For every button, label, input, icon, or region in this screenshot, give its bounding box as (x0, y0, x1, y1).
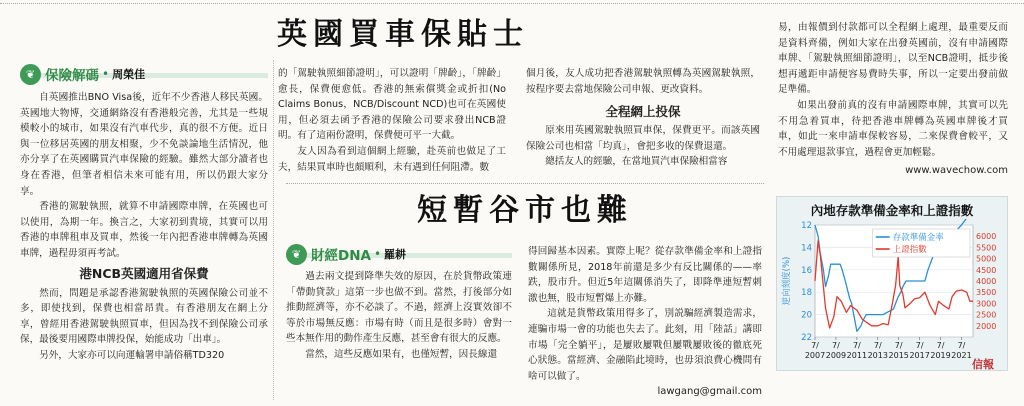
paragraph: 友人因為看到這個網上經驗，赴英前也做足了工夫，結果買車時也頗順利，未有遇到任何阻滯。數 (278, 145, 506, 173)
right-tick-label: 3000 (976, 299, 997, 309)
x-tick-month: 7/ (873, 341, 882, 350)
x-tick-month: 7/ (936, 341, 945, 350)
left-tick-label: 22 (801, 333, 812, 343)
insurance-col-3 (526, 66, 760, 170)
paragraph: 當然，這些反應如果有，也僅短暫，因長線還 (305, 348, 498, 360)
legend-label: 上證指數 (892, 245, 927, 255)
left-tick-label: 18 (801, 288, 812, 299)
chart-svg (777, 219, 1009, 369)
source-mark: 信報 (972, 358, 994, 371)
paragraph: 過去兩文提到降準失效的原因，在於貨幣政策連「帶動貸款」這第一步也做不到。當然，打後部分如推動經濟等，亦不必談了。不過，經濟上沒實效卻不等於市場無反應：市場有時（而且是很多時）會對一些本無作用的動作產生反應，甚至會有很大的反應。 (286, 271, 512, 345)
paragraph: 自英國推出BNO Visa後，近年不少香港人移民英國。英國地大物博，交通網絡沒有香港般完善，尤其是一些規模較小的城市，如果沒有汽車代步，真的很不方便。近日與一位移居英國的朋友相聚，少不免談論地生活情況，他亦分享了在英國購買汽車保險的經驗。雖然大部分讀者也身在香港，但筆者相信未來可能有用，所以仍跟大家分享。 (20, 92, 268, 197)
paragraph: 這就是貨幣政策用得多了，別説騙經濟製造需求，連騙市場一會的功能也失去了。此刻，用「陸話」講即市場「完全躺平」，是屢敗屢戰但屢戰屢敗後的徹底死心狀態。當經濟、金融陷此境時，也毋須浪費心機問有啥可以做了。 (528, 308, 762, 382)
right-tick-label: 2000 (976, 321, 997, 331)
x-tick-month: 7/ (832, 341, 840, 350)
x-tick-year: 2007 (804, 351, 826, 360)
right-tick-label: 4000 (976, 277, 997, 286)
x-tick-month: 7/ (811, 341, 819, 350)
x-tick-month: 7/ (957, 341, 966, 350)
headline-finance: 短暫谷市也難 (417, 193, 633, 228)
left-tick-label: 14 (801, 243, 812, 254)
website: www.wavechow.com (905, 165, 1008, 177)
paragraph: 如果出發前真的沒有申請國際車牌，其實可以先不用急着買車，待把香港車牌轉為英國車牌後才買車，如此一來申請車保較容易，二來保費會較平，又不用處理退款事宜，過程會更加輕鬆。 (778, 99, 1008, 158)
right-tick-label: 6000 (976, 232, 997, 242)
x-tick-month: 7/ (894, 341, 903, 350)
left-tick-label: 12 (801, 221, 812, 231)
column-name: 保險解碼 (45, 68, 99, 84)
left-tick-label: 16 (801, 265, 812, 276)
paragraph: 然而，問題是承認香港駕駛執照的英國保險公司並不多，即使找到，保費也相當昂貴。有香港朋友在網上分享，曾經用香港駕駛執照買車，但因為找不到保險公司承保，最後要用國際車牌投保，始能成功「出車」。 (20, 287, 268, 346)
finance-col-2 (528, 244, 762, 400)
right-tick-label: 3500 (976, 288, 997, 298)
x-tick-year: 2019 (930, 351, 951, 360)
legend-label: 存款準備金率 (892, 233, 944, 243)
subheading: 全程網上投保 (605, 104, 681, 120)
author-name: 周榮佳 (112, 68, 146, 81)
paragraph: 香港的駕駛執照，就算不申請國際車牌，在英國也可以使用，為期一年。換言之，大家初到貴境，其實可以用香港的車牌租車及買車，然後一年內把香港車牌轉為英國車牌，過程毋須再考試。 (20, 201, 268, 259)
column-name: 財經DNA (311, 248, 371, 264)
paragraph: 的「駕駛執照細節證明」，可以證明「牌齡」，「牌齡」愈長，保費便愈低。香港的無索償獎金或折扣(No Claims Bonus，NCB/Discount NCD)也可在英國使用，但必須去函予香港的保險公司要求發出NCB證明。有了這兩份證明，保費便可平一大截。 (278, 68, 506, 142)
column-tag (286, 244, 512, 264)
leaf-badge-icon: ❦ (20, 64, 41, 85)
paragraph: 得回歸基本因素。實際上呢？從存款準備金率和上證指數關係所見，2018年前還是多少有反比關係的——率跌，股市升。但近5年這關係消失了，即降準連短暫刺激也無，股市短暫爆上亦難。 (528, 246, 762, 304)
left-column (20, 64, 268, 364)
chart-title: 內地存款準備金率和上證指數 (810, 203, 974, 218)
author-name: 羅耕 (384, 248, 407, 261)
x-tick-year: 2021 (951, 351, 972, 360)
x-tick-year: 2013 (867, 351, 888, 360)
finance-col-1 (286, 244, 512, 363)
right-tick-label: 5500 (976, 243, 997, 253)
x-tick-year: 2011 (846, 351, 868, 360)
right-tick-label: 4500 (976, 265, 997, 275)
subheading: 港NCB英國適用省保費 (79, 265, 209, 281)
paragraph: 總括友人的經驗，在當地買汽車保險相當容 (545, 156, 728, 168)
headline-insurance: 英國買車保貼士 (277, 17, 529, 52)
left-axis-label: 逆向刻度(%) (782, 256, 792, 306)
paragraph: 原來用英國駕駛執照買車保，保費更平。而該英國保險公司也相當「均真」，會把多收的保費退還。 (526, 125, 760, 152)
left-tick-label: 20 (801, 310, 812, 321)
column-tag (20, 64, 268, 84)
x-tick-year: 2017 (909, 351, 930, 360)
leaf-badge-icon: ❦ (286, 244, 307, 265)
x-tick-month: 7/ (915, 341, 924, 350)
x-tick-month: 7/ (852, 341, 861, 350)
chart-panel (776, 196, 1008, 371)
email: lawgang@gmail.com (657, 386, 762, 398)
section-divider (286, 183, 764, 184)
separator-dot: • (373, 247, 382, 261)
separator-dot: • (102, 67, 110, 81)
insurance-col-4 (778, 20, 1008, 179)
column-divider (273, 60, 274, 400)
right-tick-label: 5000 (976, 254, 997, 264)
paragraph: 個月後，友人成功把香港駕駛執照轉為英國駕駛執照，按程序要去當地保險公司申報、更改資料。 (526, 68, 760, 95)
right-tick-label: 2500 (976, 310, 997, 320)
insurance-col-2 (278, 66, 506, 175)
article-body (20, 90, 268, 364)
paragraph: 另外，大家亦可以向運輸署申請俗稱TD320 (39, 349, 225, 361)
x-tick-year: 2009 (825, 351, 847, 360)
x-tick-year: 2015 (888, 351, 909, 360)
paragraph: 易，由報價到付款都可以全程網上處理，最重要反而是資料齊備，例如大家在出發英國前，沒有申請國際車牌、「駕駛執照細節證明」，以至NCB證明，抵步後想再遞距申請便容易費時失事，所以一定要出發前做足準備。 (778, 22, 1008, 96)
